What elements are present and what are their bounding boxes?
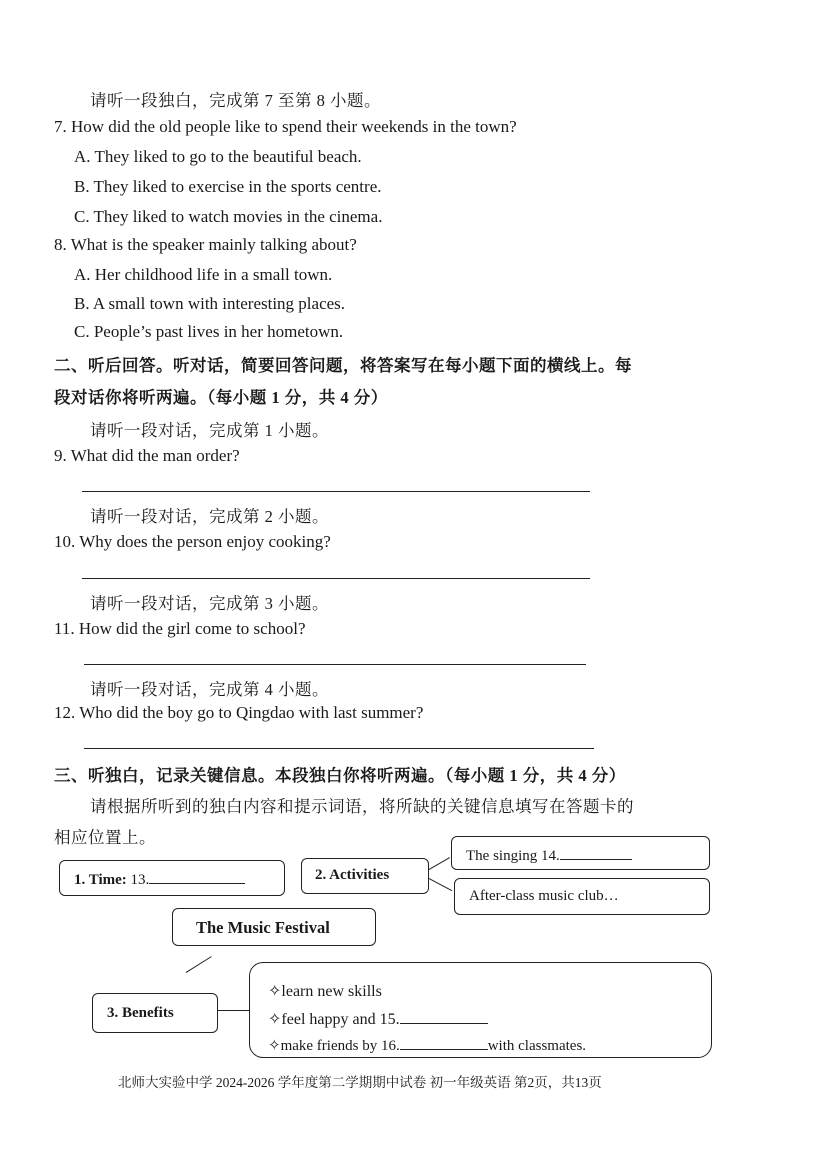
section3-heading: 三、听独白，记录关键信息。本段独白你将听两遍。（每小题 1 分，共 4 分） (54, 766, 626, 785)
activities-box (301, 858, 429, 894)
benefit-2-blank-number: 15. (379, 1011, 400, 1028)
music-festival-title: The Music Festival (196, 918, 330, 937)
q11-answer-line[interactable] (84, 664, 586, 665)
q10-answer-line[interactable] (82, 578, 590, 579)
activities-label: 2. Activities (315, 867, 390, 883)
time-blank[interactable] (149, 869, 245, 884)
section2-intro-2: 请听一段对话，完成第 2 小题。 (90, 507, 329, 526)
q12-question: 12. Who did the boy go to Qingdao with last summer? (54, 703, 424, 722)
section3-instruction-line2: 相应位置上。 (54, 828, 156, 847)
section2-heading-line1: 二、听后回答。听对话，简要回答问题，将答案写在每小题下面的横线上。每 (54, 356, 632, 375)
benefit-3-suffix: with classmates. (487, 1038, 587, 1054)
connector-benefits-list (218, 1010, 250, 1011)
section2-heading-line2: 段对话你将听两遍。（每小题 1 分，共 4 分） (54, 388, 388, 407)
q7-option-b: B. They liked to exercise in the sports centre. (74, 177, 382, 196)
section2-intro-4: 请听一段对话，完成第 4 小题。 (90, 680, 329, 699)
section2-intro-1: 请听一段对话，完成第 1 小题。 (90, 421, 329, 440)
q8-question: 8. What is the speaker mainly talking about? (54, 235, 357, 254)
benefit-3-blank[interactable] (400, 1035, 488, 1050)
music-festival-box (172, 908, 376, 946)
benefits-list-box (249, 962, 712, 1058)
singing-blank[interactable] (560, 845, 632, 860)
singing-box (451, 836, 710, 870)
section3-instruction-line1: 请根据所听到的独白内容和提示词语，将所缺的关键信息填写在答题卡的 (90, 797, 634, 816)
q7-option-c: C. They liked to watch movies in the cinema. (74, 207, 383, 226)
time-label: 1. Time: (74, 872, 127, 888)
q9-answer-line[interactable] (82, 491, 590, 492)
benefit-3-blank-number: 16. (380, 1038, 400, 1054)
club-label: After-class music club… (469, 888, 619, 904)
q7-option-a: A. They liked to go to the beautiful beach. (74, 147, 362, 166)
connector-activities-club (429, 878, 453, 891)
q8-option-c: C. People’s past lives in her hometown. (74, 322, 344, 341)
section2-intro-3: 请听一段对话，完成第 3 小题。 (90, 594, 329, 613)
q10-question: 10. Why does the person enjoy cooking? (54, 532, 331, 551)
q7-question: 7. How did the old people like to spend their weekends in the town? (54, 117, 517, 136)
benefit-2: ✧feel happy and (268, 1011, 376, 1028)
connector-activities-singing (429, 857, 450, 870)
benefit-2-blank[interactable] (400, 1009, 488, 1024)
club-box (454, 878, 710, 915)
q11-question: 11. How did the girl come to school? (54, 619, 306, 638)
benefit-1: ✧learn new skills (268, 983, 382, 1000)
q8-option-b: B. A small town with interesting places. (74, 294, 346, 313)
benefits-box (92, 993, 218, 1033)
time-box (59, 860, 285, 896)
connector-festival-benefits (186, 956, 212, 973)
benefits-label: 3. Benefits (107, 1005, 174, 1021)
time-blank-number: 13. (130, 872, 150, 888)
section1-intro: 请听一段独白，完成第 7 至第 8 小题。 (90, 91, 381, 110)
q9-question: 9. What did the man order? (54, 446, 240, 465)
q12-answer-line[interactable] (84, 748, 594, 749)
page-footer: 北师大实验中学 2024-2026 学年度第二学期期中试卷 初一年级英语 第2页，共13页 (118, 1075, 602, 1090)
q8-option-a: A. Her childhood life in a small town. (74, 265, 333, 284)
singing-label: The singing (466, 848, 538, 864)
singing-blank-number: 14. (541, 848, 560, 864)
benefit-3-prefix: ✧make friends by (268, 1038, 378, 1054)
